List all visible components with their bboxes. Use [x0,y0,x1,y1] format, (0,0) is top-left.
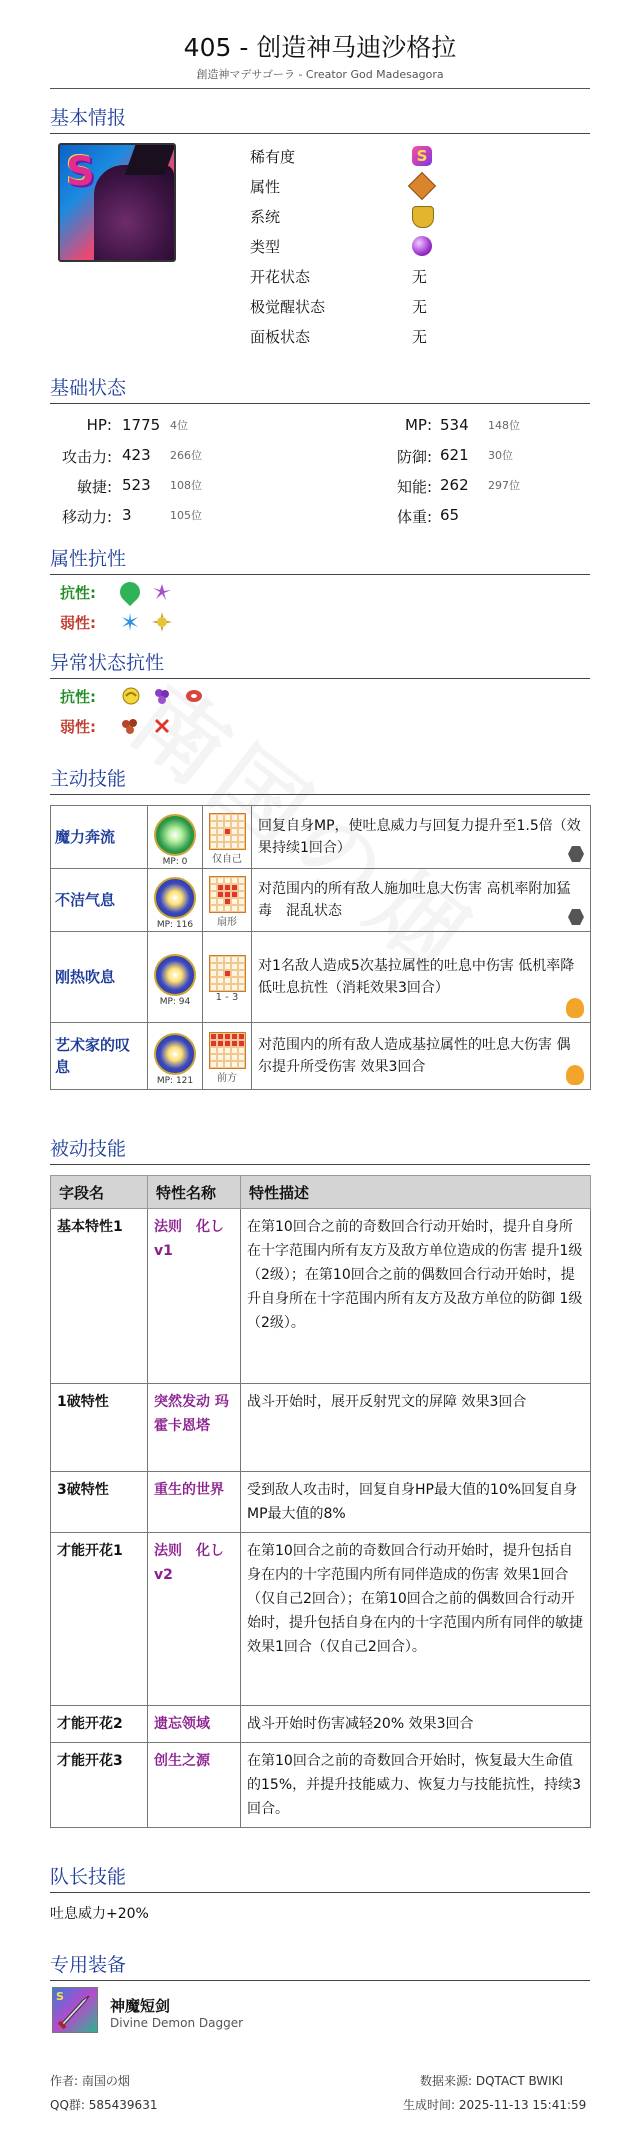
stat-int-value: 262 [440,476,469,494]
stat-def-value: 621 [440,446,469,464]
stat-agi-value: 523 [122,476,151,494]
stat-weight-label: 体重: [396,508,432,526]
dagger-equipment-icon [52,1987,98,2033]
passive-desc: 受到敌人攻击时，回复自身HP最大值的10%回复自身MP最大值的8% [241,1472,591,1533]
blue-orb-icon [154,877,196,919]
equipment-name: 神魔短剑 [110,1997,171,2015]
stat-mp-label: MP: [404,416,432,434]
stat-int-rank: 297位 [488,479,520,492]
passive-row [51,1209,591,1384]
passive-desc: 战斗开始时伤害减轻20% 效果3回合 [241,1706,591,1743]
section-basic-title: 基本情报 [50,103,590,134]
info-value-awaken: 无 [412,298,428,316]
info-label-awaken: 极觉醒状态 [250,298,326,316]
skill-mp: MP: 0 [162,856,188,867]
info-label-panel: 面板状态 [250,328,311,346]
skill-icon-cell [148,869,203,932]
skill-desc: 对范围内的所有敌人造成基拉属性的吐息大伤害 偶尔提升所受伤害 效果3回合 [258,1037,571,1075]
stat-mp-value: 534 [440,416,469,434]
skill-range-label: 仅自己 [212,854,242,865]
passive-name: 创生之源 [148,1743,241,1828]
section-status-res-title: 异常状态抗性 [50,648,590,679]
active-skill-row [51,1023,591,1090]
info-label-attribute: 属性 [250,178,281,196]
stat-move-value: 3 [122,506,132,524]
stat-atk-label: 攻击力: [61,448,112,466]
dark-swirl-resist-icon [152,582,172,602]
range-grid-icon [209,1032,246,1069]
skill-name: 不洁气息 [51,869,148,932]
passive-header-field: 字段名 [51,1176,148,1209]
skill-name: 艺术家的叹息 [51,1023,148,1090]
stat-mp-rank: 148位 [488,419,520,432]
range-grid-icon [209,876,246,913]
passive-name: 遗忘领域 [148,1706,241,1743]
footer-time: 生成时间: 2025-11-13 15:41:59 [403,2098,587,2112]
rank-s-badge-icon: S [66,149,95,195]
skill-desc-cell [252,806,591,869]
stat-int-label: 知能: [396,478,432,496]
passive-name: 重生的世界 [148,1472,241,1533]
skill-desc: 回复自身MP，使吐息威力与回复力提升至1.5倍（效果持续1回合） [258,818,581,856]
leader-skill-text: 吐息威力+20% [50,1906,149,1922]
skill-range-label: 前方 [217,1073,237,1084]
blue-orb-icon [154,1033,196,1075]
passive-field: 才能开花2 [51,1706,148,1743]
system-crest-icon [412,206,434,232]
stat-move-label: 移动力: [61,508,112,526]
stat-weight-value: 65 [440,506,460,524]
grey-hex-icon [568,909,584,925]
portrait-body [94,165,174,260]
skill-mp: MP: 121 [156,1075,194,1086]
active-skill-row [51,806,591,869]
rank-s-icon: S [412,146,432,166]
info-label-type: 类型 [250,238,281,256]
skill-desc-cell [252,1023,591,1090]
skill-icon-cell [148,932,203,1023]
passive-field: 3破特性 [51,1472,148,1533]
orange-flame-icon [566,998,584,1018]
meat-resist-icon [184,686,204,706]
skill-icon-cell [148,1023,203,1090]
skill-desc-cell [252,932,591,1023]
page-subtitle: 創造神マデサゴーラ - Creator God Madesagora [196,68,444,81]
grapes-resist-icon [152,686,172,706]
info-value-bloom: 无 [412,268,428,286]
passive-row [51,1706,591,1743]
passive-name: 法则 化し v2 [148,1533,241,1706]
stat-agi-label: 敏捷: [76,478,112,496]
attr-weak-label: 弱性: [60,614,96,632]
stat-def-rank: 30位 [488,449,513,462]
stat-atk-value: 423 [122,446,151,464]
skill-desc-cell [252,869,591,932]
skill-desc: 对1名敌人造成5次基拉属性的吐息中伤害 低机率降低吐息抗性（消耗效果3回合） [258,958,575,996]
passive-field: 才能开花3 [51,1743,148,1828]
section-active-title: 主动技能 [50,764,590,795]
skill-range-cell [203,932,252,1023]
passive-desc: 在第10回合之前的奇数回合开始时，恢复最大生命值的15%，并提升技能威力、恢复力与技能抗性，持续3回合。 [241,1743,591,1828]
section-leader-title: 队长技能 [50,1862,590,1893]
active-skill-row [51,932,591,1023]
footer-author: 作者: 南国の烟 [50,2074,130,2088]
info-label-system: 系统 [250,208,281,226]
attr-resist-label: 抗性: [60,584,96,602]
status-weak-label: 弱性: [60,718,96,736]
grey-hex-icon [568,846,584,862]
blue-orb-icon [154,954,196,996]
light-weak-icon [152,612,172,632]
passive-name: 法则 化し v1 [148,1209,241,1384]
stat-atk-rank: 266位 [170,449,202,462]
divider [50,88,590,89]
skill-range-cell [203,1023,252,1090]
skill-name: 刚热吹息 [51,932,148,1023]
passive-row [51,1533,591,1706]
footer-qq: QQ群: 585439631 [50,2098,158,2112]
section-passive-title: 被动技能 [50,1134,590,1165]
passive-row [51,1472,591,1533]
skill-mp: MP: 94 [159,996,191,1007]
stat-hp-value: 1775 [122,416,161,434]
stat-move-rank: 105位 [170,509,202,522]
section-attr-res-title: 属性抗性 [50,544,590,575]
monster-portrait [58,143,176,262]
passive-skill-table [50,1175,591,1828]
stat-hp-label: HP: [86,416,112,434]
info-label-bloom: 开花状态 [250,268,311,286]
passive-field: 才能开花1 [51,1533,148,1706]
equipment-name-en: Divine Demon Dagger [110,2016,244,2030]
page-title: 405 - 创造神马迪沙格拉 [183,33,457,62]
skill-range-label: 1 - 3 [215,992,239,1003]
stat-agi-rank: 108位 [170,479,202,492]
passive-desc: 在第10回合之前的奇数回合行动开始时，提升包括自身在内的十字范围内所有同伴造成的伤害 效果1回合（仅自己2回合）；在第10回合之前的偶数回合行动开始时，提升包括自身在内的十字范围内所有同伴的敏捷 效果1回合（仅自己2回合）。 [241,1533,591,1706]
range-grid-icon [209,955,246,992]
orange-flame-icon [566,1065,584,1085]
passive-field: 基本特性1 [51,1209,148,1384]
skill-range-label: 扇形 [217,917,237,928]
passive-header-name: 特性名称 [148,1176,241,1209]
info-label-rarity: 稀有度 [250,148,296,166]
footer-source: 数据来源: DQTACT BWIKI [420,2074,564,2088]
passive-desc: 战斗开始时，展开反射咒文的屏障 效果3回合 [241,1384,591,1472]
confusion-resist-icon [120,686,140,706]
stat-hp-rank: 4位 [170,419,188,432]
skill-range-cell [203,806,252,869]
skill-name: 魔力奔流 [51,806,148,869]
active-skill-row [51,869,591,932]
skill-icon-cell [148,806,203,869]
skill-desc: 对范围内的所有敌人施加吐息大伤害 高机率附加猛毒 混乱状态 [258,881,571,919]
status-resist-label: 抗性: [60,688,96,706]
passive-row [51,1743,591,1828]
passive-name: 突然发动 玛霍卡恩塔 [148,1384,241,1472]
ice-weak-icon [120,612,140,632]
passive-header-desc: 特性描述 [241,1176,591,1209]
skill-mp: MP: 116 [156,919,194,930]
mushroom-weak-icon [120,716,140,736]
section-equip-title: 专用装备 [50,1950,590,1981]
cross-weak-icon [152,716,172,736]
passive-row [51,1384,591,1472]
range-grid-icon [209,813,246,850]
green-orb-icon [154,814,196,856]
earth-attribute-icon [412,176,432,200]
section-stats-title: 基础状态 [50,373,590,404]
active-skill-table [50,805,591,1090]
svg-text:S: S [56,1990,64,2003]
skill-range-cell [203,869,252,932]
passive-desc: 在第10回合之前的奇数回合行动开始时，提升自身所在十字范围内所有友方及敌方单位造成的伤害 提升1级（2级）；在第10回合之前的偶数回合行动开始时，提升自身所在十字范围内所有友方及敌方单位的防御 1级（2级）。 [241,1209,591,1384]
wind-resist-icon [116,578,144,606]
passive-field: 1破特性 [51,1384,148,1472]
magic-type-orb-icon [412,236,432,256]
stat-def-label: 防御: [396,448,432,466]
info-value-panel: 无 [412,328,428,346]
passive-header-row [51,1176,591,1209]
